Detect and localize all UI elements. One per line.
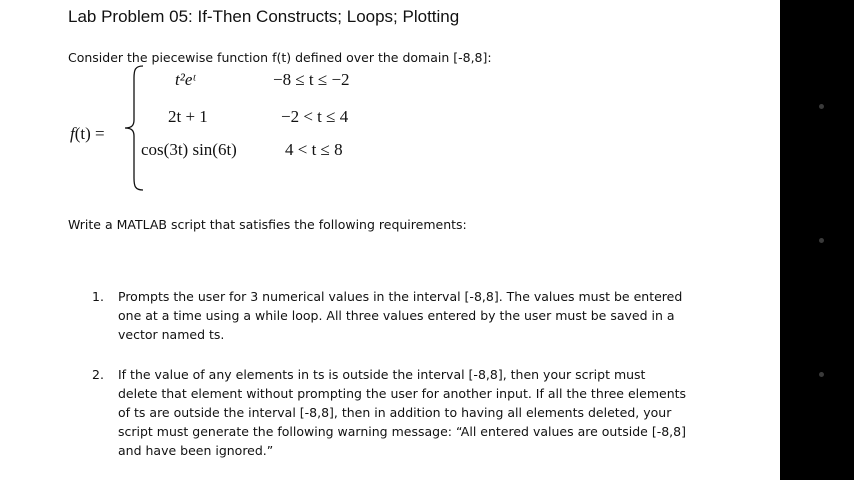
function-lhs: f(t) = [70,124,105,143]
case-2-range: −2 < t ≤ 4 [281,107,349,126]
page-title: Lab Problem 05: If-Then Constructs; Loops; Plotting [68,7,460,26]
case-3-expression: cos(3t) sin(6t) [141,140,237,159]
item-number: 1. [92,289,104,304]
scroll-indicator-dot [819,104,824,109]
right-side-panel [780,0,854,480]
item-number: 2. [92,367,104,382]
case-3-range: 4 < t ≤ 8 [285,140,343,159]
left-brace [123,64,145,192]
item-text: If the value of any elements in ts is outside the interval [-8,8], then your script must delete that element without prompting the user for another input. If all the three elements of ts are outside the interval [-8,8], then in addition to having all elements deleted, your script must generate the following warning message: “All entered values are outside [-8,8] and have been ignored.” [118,367,687,458]
item-text: Prompts the user for 3 numerical values in the interval [-8,8]. The values must be entered one at a time using a while loop. All three values entered by the user must be saved in a vector named ts. [118,289,683,342]
intro-text: Consider the piecewise function f(t) defined over the domain [-8,8]: [68,50,492,65]
case-1-expression: t²eᵗ [175,70,196,89]
scroll-indicator-dot [819,372,824,377]
case-2-expression: 2t + 1 [168,107,208,126]
requirements-heading: Write a MATLAB script that satisfies the following requirements: [68,217,467,232]
scroll-indicator-dot [819,238,824,243]
case-1-range: −8 ≤ t ≤ −2 [273,70,350,89]
